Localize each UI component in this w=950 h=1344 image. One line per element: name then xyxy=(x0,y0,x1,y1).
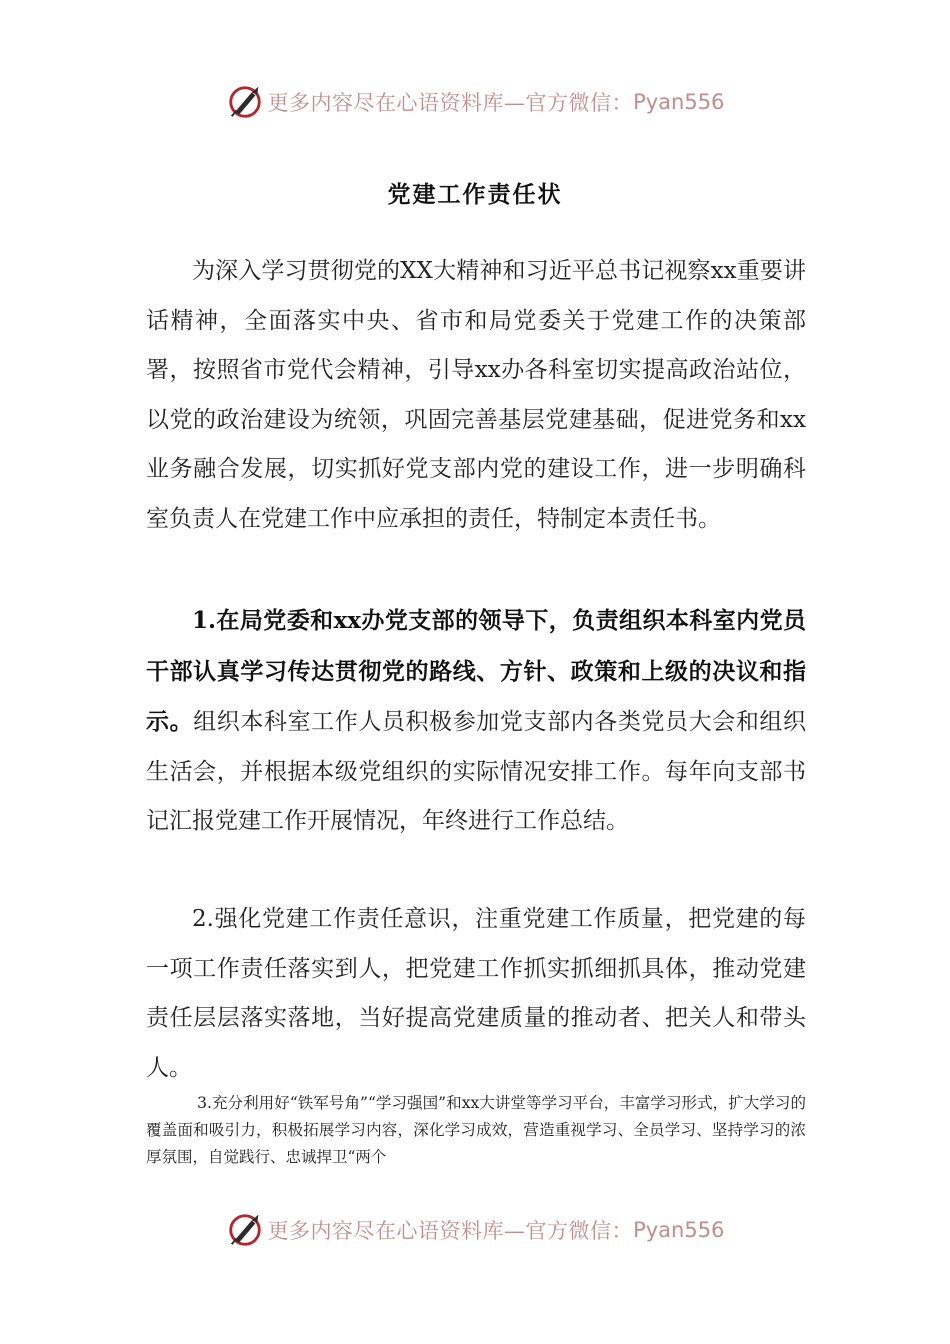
paragraph-item-3-text: 3.充分利用好“铁军号角”“学习强国”和xx大讲堂等学习平台，丰富学习形式，扩大学习的覆盖面和吸引力，积极拓展学习内容，深化学习成效，营造重视学习、全员学习、坚持学习的浓厚氛围，自觉践行、忠诚捍卫“两个 xyxy=(146,1094,806,1166)
paragraph-item-2 xyxy=(146,895,806,1093)
banner-text: 更多内容尽在心语资料库—官方微信： xyxy=(267,91,634,115)
paragraph-intro-text: 为深入学习贯彻党的XX大精神和习近平总书记视察xx重要讲话精神，全面落实中央、省市和局党委关于党建工作的决策部署，按照省市党代会精神，引导xx办各科室切实提高政治站位，以党的政治建设为统领，巩固完善基层党建基础，促进党务和xx业务融合发展，切实抓好党支部内党的建设工作，进一步明确科室负责人在党建工作中应承担的责任，特制定本责任书。 xyxy=(146,258,806,532)
banner-text: 更多内容尽在心语资料库—官方微信： xyxy=(267,1219,634,1243)
footer-banner xyxy=(0,1205,950,1255)
banner-wechat-id: Pyan556 xyxy=(633,1218,725,1242)
quill-pen-logo-icon xyxy=(226,1211,264,1249)
paragraph-intro xyxy=(146,247,806,544)
paragraph-item-1 xyxy=(146,596,806,847)
quill-pen-logo-icon xyxy=(226,83,264,121)
header-banner xyxy=(0,77,950,127)
paragraph-item-1-rest: 组织本科室工作人员积极参加党支部内各类党员大会和组织生活会，并根据本级党组织的实际情况安排工作。每年向支部书记汇报党建工作开展情况，年终进行工作总结。 xyxy=(146,709,807,834)
paragraph-item-3 xyxy=(146,1090,806,1171)
document-title: 党建工作责任状 xyxy=(387,181,563,208)
paragraph-item-2-text: 2.强化党建工作责任意识，注重党建工作质量，把党建的每一项工作责任落实到人，把党建工作抓实抓细抓具体，推动党建责任层层落实落地，当好提高党建质量的推动者、把关人和带头人。 xyxy=(146,906,806,1081)
paragraph-item-1-bold: 1.在局党委和xx办党支部的领导下，负责组织本科室内党员干部认真学习传达贯彻党的路线、方针、政策和上级的决议和指示。 xyxy=(146,607,806,735)
paragraph-item-1-text xyxy=(146,596,806,847)
banner-wechat-id: Pyan556 xyxy=(633,90,725,114)
